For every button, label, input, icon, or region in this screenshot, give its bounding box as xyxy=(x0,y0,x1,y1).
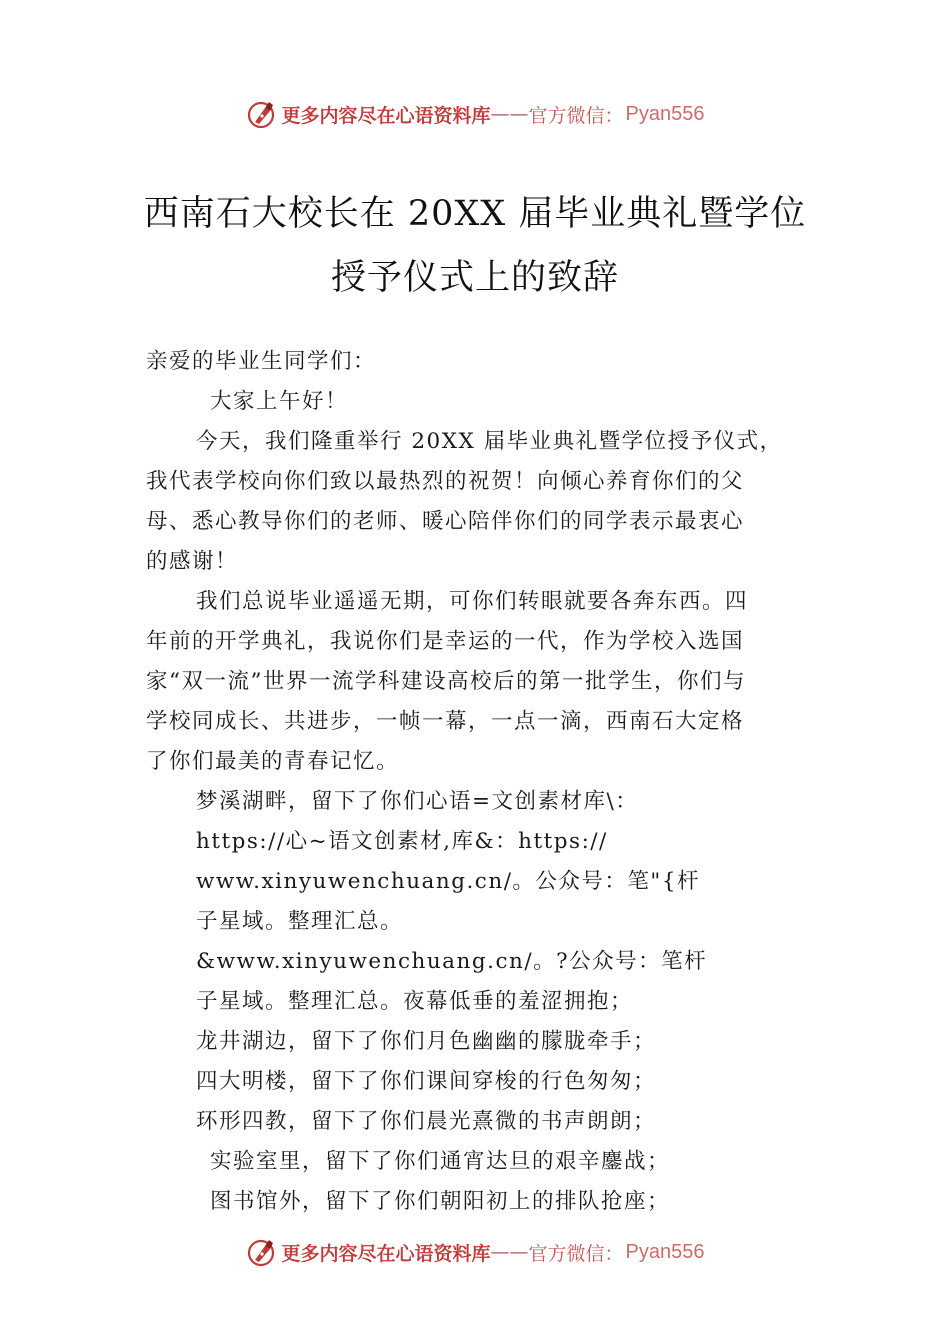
paragraph-2-line: 年前的开学典礼，我说你们是幸运的一代，作为学校入选国 xyxy=(146,629,745,654)
watermark-wechat-id: Pyan556 xyxy=(625,102,705,125)
watermark-wechat-label: 官方微信： xyxy=(528,1242,624,1265)
watermark-separator: —— xyxy=(490,1241,529,1263)
paragraph-2-line: 我们总说毕业遥遥无期，可你们转眼就要各奔东西。四 xyxy=(196,589,749,614)
paragraph-1-line: 的感谢！ xyxy=(146,549,239,574)
paragraph-2-line: 学校同成长、共进步，一帧一幕，一点一滴，西南石大定格 xyxy=(146,709,745,734)
paragraph-3-line: 龙井湖边，留下了你们月色幽幽的朦胧牵手； xyxy=(196,1029,657,1054)
document-body xyxy=(146,342,806,1222)
watermark-wechat-label: 官方微信： xyxy=(528,104,624,127)
greeting: 大家上午好！ xyxy=(210,389,349,414)
paragraph-4-line: 图书馆外，留下了你们朝阳初上的排队抢座； xyxy=(210,1189,671,1214)
pen-nib-logo-icon xyxy=(246,1236,278,1268)
paragraph-3-line: www.xinyuwenchuang.cn/。公众号：笔"{杆 xyxy=(196,869,701,894)
document-title-line-2: 授予仪式上的致辞 xyxy=(330,258,619,298)
paragraph-3-line: 梦溪湖畔，留下了你们心语=文创素材库\： xyxy=(196,789,639,814)
watermark-banner-top xyxy=(0,94,950,134)
salutation: 亲爱的毕业生同学们： xyxy=(146,349,377,374)
paragraph-3-line: 四大明楼，留下了你们课间穿梭的行色匆匆； xyxy=(196,1069,657,1094)
watermark-separator: —— xyxy=(490,103,529,125)
watermark-brand: 更多内容尽在心语资料库 xyxy=(281,104,491,127)
paragraph-3-line: https://心~语文创素材,库&：https:// xyxy=(196,829,608,854)
paragraph-4-line: 实验室里，留下了你们通宵达旦的艰辛鏖战； xyxy=(210,1149,671,1174)
paragraph-3-line: 子星域。整理汇总。 xyxy=(196,909,404,934)
paragraph-1-line: 今天，我们隆重举行 20XX 届毕业典礼暨学位授予仪式， xyxy=(196,429,783,454)
paragraph-3-line: 环形四教，留下了你们晨光熹微的书声朗朗； xyxy=(196,1109,657,1134)
paragraph-3-line: &www.xinyuwenchuang.cn/。?公众号：笔杆 xyxy=(196,949,708,974)
paragraph-1-line: 母、悉心教导你们的老师、暖心陪伴你们的同学表示最衷心 xyxy=(146,509,745,534)
paragraph-2-line: 家“双一流”世界一流学科建设高校后的第一批学生，你们与 xyxy=(146,669,746,694)
watermark-wechat-id: Pyan556 xyxy=(625,1240,705,1263)
watermark-brand: 更多内容尽在心语资料库 xyxy=(281,1242,491,1265)
paragraph-2-line: 了你们最美的青春记忆。 xyxy=(146,749,400,774)
pen-nib-logo-icon xyxy=(246,98,278,130)
paragraph-3-line: 子星域。整理汇总。夜幕低垂的羞涩拥抱； xyxy=(196,989,634,1014)
paragraph-1-line: 我代表学校向你们致以最热烈的祝贺！向倾心养育你们的父 xyxy=(146,469,745,494)
document-title-line-1: 西南石大校长在 20XX 届毕业典礼暨学位 xyxy=(143,194,807,234)
watermark-banner-bottom xyxy=(0,1232,950,1272)
